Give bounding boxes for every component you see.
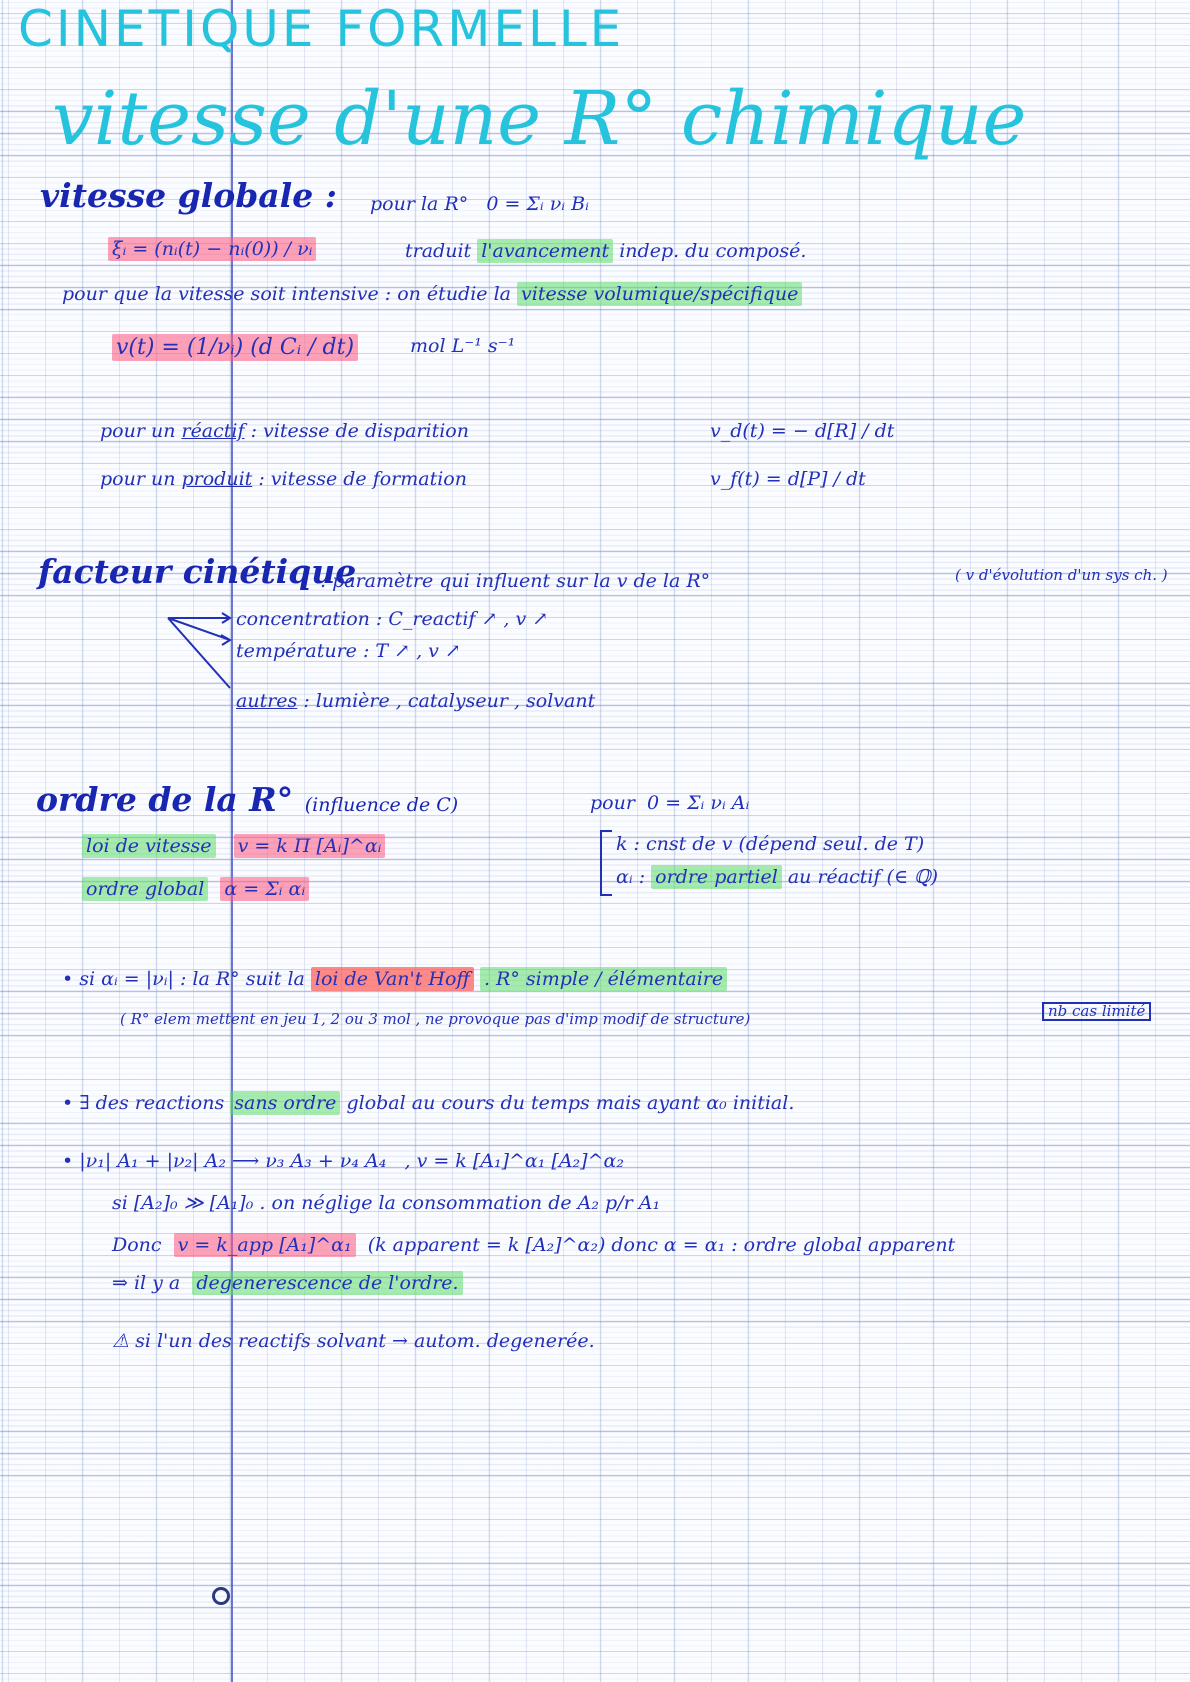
ordre-reaction-eq: 0 = Σᵢ νᵢ Aᵢ [647,792,750,814]
alpha-def-post: au réactif (∈ ℚ) [787,866,939,888]
donc-post: (k apparent = k [A₂]^α₂) donc α = α₁ : ordre global apparent [367,1234,956,1256]
example-rate: , v = k [A₁]^α₁ [A₂]^α₂ [404,1150,624,1172]
reactif-pre: pour un [100,420,176,442]
heading-ordre-note: (influence de C) [304,794,459,816]
sans-ordre-line [62,1092,794,1115]
degen-highlight: degenerescence de l'ordre. [192,1271,462,1295]
xi-note-post: indep. du composé. [619,240,807,262]
autres-label: autres [236,690,298,712]
loi-formula: v = k Π [Aᵢ]^αᵢ [234,834,386,858]
branch-arrows [160,610,240,700]
reactif-word: réactif [181,420,245,442]
vanthoff-post: . R° simple / élémentaire [480,967,727,991]
produit-pre: pour un [100,468,176,490]
ordre-global-formula: α = Σᵢ αᵢ [220,877,309,901]
alpha-def-highlight: ordre partiel [651,865,782,889]
degen-line [112,1272,463,1295]
example-equation: • |ν₁| A₁ + |ν₂| A₂ ⟶ ν₃ A₃ + ν₄ A₄ [62,1150,387,1172]
vanthoff-line [62,968,727,991]
warning-line: ⚠ si l'un des reactifs solvant → autom. degenerée. [112,1330,595,1352]
reactif-line [100,420,469,443]
ordre-global-label: ordre global [82,877,208,901]
produit-word: produit [181,468,253,490]
vanthoff-pre: • si αᵢ = |νᵢ| : la R° suit la [62,968,305,990]
sans-ordre-post: global au cours du temps mais ayant α₀ initial. [346,1092,795,1114]
intensive-pre: pour que la vitesse soit intensive : on étudie la [62,283,511,305]
donc-formula: v = k_app [A₁]^α₁ [174,1233,356,1257]
facteur-desc: . paramètre qui influent sur la v de la R° [320,570,711,592]
intensive-line [62,283,802,306]
loi-label: loi de vitesse [82,834,216,858]
elem-note: ( R° elem mettent en jeu 1, 2 ou 3 mol , ne provoque pas d'imp modif de structure) [120,1010,751,1028]
ordre-global [82,878,309,901]
produit-formula: v_f(t) = d[P] / dt [710,468,866,490]
definition-bracket [600,830,612,896]
heading-facteur-cinetique: facteur cinétique [38,552,357,591]
ordre-reaction [590,792,749,815]
si-line: si [A₂]₀ ≫ [A₁]₀ . on néglige la consommation de A₂ p/r A₁ [112,1192,661,1214]
sans-ordre-highlight: sans ordre [230,1091,340,1115]
ordre-reaction-intro: pour [590,792,635,814]
heading-ordre [36,780,458,819]
binder-hole [212,1587,230,1605]
intensive-highlight: vitesse volumique/spécifique [517,282,802,306]
reactif-post: : vitesse de disparition [250,420,469,442]
donc-line [112,1234,955,1257]
heading-ordre-text: ordre de la R° [36,780,294,819]
reaction-equation: 0 = Σᵢ νᵢ Bᵢ [486,193,589,215]
k-definition: k : cnst de v (dépend seul. de T) [616,833,925,855]
reaction-intro [370,193,589,216]
xi-formula [108,238,316,261]
xi-formula-text: ξᵢ = (nᵢ(t) − nᵢ(0)) / νᵢ [108,237,316,261]
donc-label: Donc [112,1234,162,1256]
reactif-formula: v_d(t) = − d[R] / dt [710,420,895,442]
produit-post: : vitesse de formation [258,468,467,490]
degen-pre: ⇒ il y a [112,1272,181,1294]
page-title: CINETIQUE FORMELLE [18,0,625,58]
xi-note [405,240,806,263]
autres-text: : lumière , catalyseur , solvant [303,690,596,712]
facteur-paren: ( v d'évolution d'un sys ch. ) [955,566,1168,584]
alpha-definition [616,866,938,889]
loi-vitesse [82,835,385,858]
xi-note-highlight: l'avancement [477,239,613,263]
sans-ordre-pre: • ∃ des reactions [62,1092,225,1114]
facteur-item-autres [236,690,595,713]
v-formula-text: v(t) = (1/νᵢ) (d Cᵢ / dt) [112,334,358,361]
nb-cas-text: nb cas limité [1042,1002,1151,1021]
facteur-item-concentration: concentration : C_reactif ↗ , v ↗ [236,608,549,630]
nb-cas-box [1042,1002,1151,1021]
page-subtitle: vitesse d'une R° chimique [52,76,1027,162]
xi-note-pre: traduit [405,240,472,262]
heading-vitesse-globale: vitesse globale : [40,176,337,215]
v-unit: mol L⁻¹ s⁻¹ [410,335,516,357]
reaction-intro-text: pour la R° [370,193,469,215]
alpha-def-pre: αᵢ : [616,866,646,888]
facteur-item-temperature: température : T ↗ , v ↗ [236,640,461,662]
example-line [62,1150,624,1173]
v-formula [112,335,358,361]
vanthoff-highlight: loi de Van't Hoff [311,967,474,991]
produit-line [100,468,467,491]
